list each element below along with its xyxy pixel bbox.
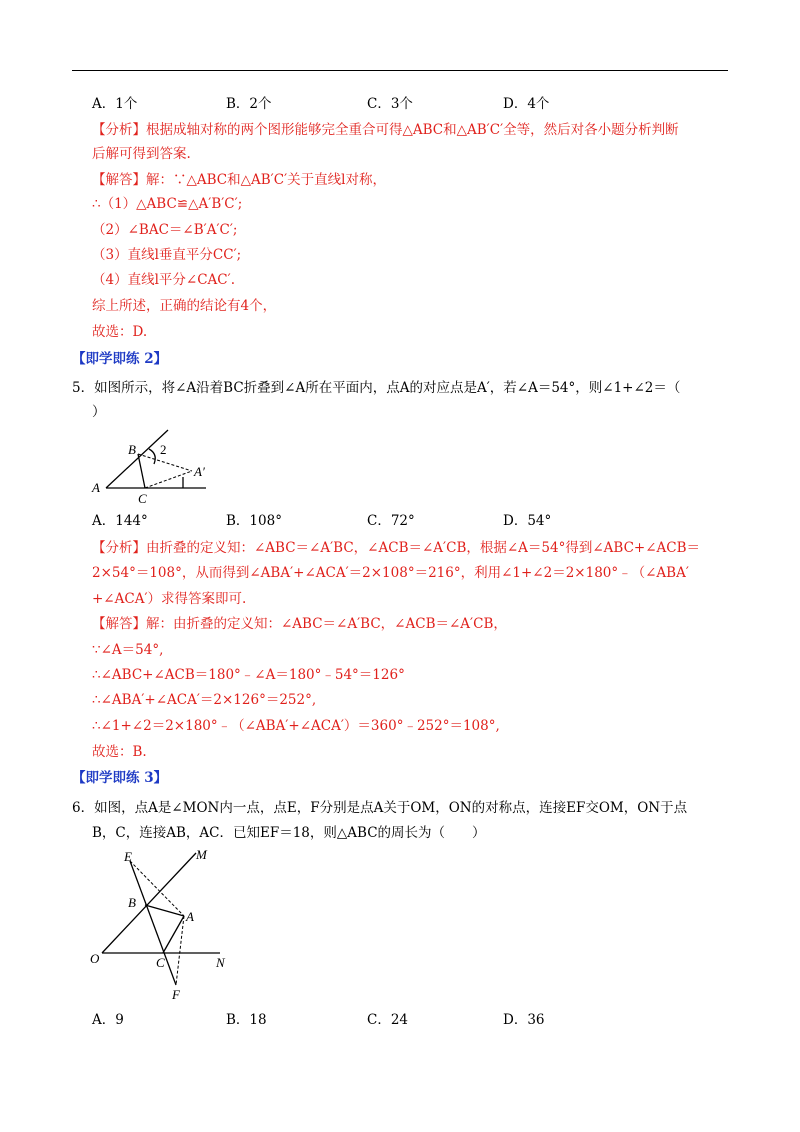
q4-solution-line6: 综上所述，正确的结论有4个， xyxy=(92,298,277,314)
q4-solution-line1: 【解答】解：∵△ABC和△AB′C′关于直线l对称， xyxy=(92,172,386,188)
header-rule xyxy=(72,70,728,71)
q5-stem-line1: 5．如图所示，将∠A沿着BC折叠到∠A所在平面内，点A的对应点是A′，若∠A＝54°，则∠1+∠2＝（ xyxy=(72,380,681,396)
q5-angle2-arc xyxy=(149,449,155,464)
section-title-3: 【即学即练 3】 xyxy=(72,770,168,786)
q5-solution-line4: ∴∠ABA′+∠ACA′＝2×126°＝252°, xyxy=(92,692,317,708)
q5-label-c: C xyxy=(138,491,147,506)
q6-stem-line1: 6．如图，点A是∠MON内一点，点E，F分别是点A关于OM，ON的对称点，连接EF交OM，ON于点 xyxy=(72,800,688,816)
q4-solution-line4: （3）直线l垂直平分CC′; xyxy=(92,247,242,263)
q6-label-o: O xyxy=(90,951,100,966)
q6-label-m: M xyxy=(196,847,207,862)
q6-option-c[interactable]: C．24 xyxy=(367,1012,409,1028)
q6-stem-line2: B，C，连接AB，AC．已知EF＝18，则△ABC的周长为（ ） xyxy=(92,825,486,841)
q5-solution-line1: 【解答】解：由折叠的定义知：∠ABC＝∠A′BC，∠ACB＝∠A′CB， xyxy=(92,616,507,632)
q5-line-bc xyxy=(138,454,145,488)
q6-label-a: A xyxy=(186,909,194,924)
q5-solution-line2: ∵∠A＝54°, xyxy=(92,642,164,658)
q5-line-ab xyxy=(106,430,168,488)
q6-label-n: N xyxy=(216,955,225,970)
q5-label-a: A xyxy=(92,480,100,495)
q5-analysis-line1: 【分析】由折叠的定义知：∠ABC＝∠A′BC，∠ACB＝∠A′CB，根据∠A＝54°得到∠ABC+∠ACB＝ xyxy=(92,540,701,556)
q5-option-c[interactable]: C．72° xyxy=(367,513,415,529)
q4-solution-line7: 故选：D. xyxy=(92,324,148,340)
q5-analysis-line2: 2×54°＝108°，从而得到∠ABA′+∠ACA′＝2×108°＝216°，利用∠1+∠2＝2×180°﹣（∠ABA′ xyxy=(92,565,689,581)
q6-line-ef xyxy=(130,861,176,985)
q5-solution-line3: ∴∠ABC+∠ACB＝180°﹣∠A＝180°﹣54°＝126° xyxy=(92,667,405,683)
q5-label-a-prime: A′ xyxy=(194,464,205,479)
section-title-2: 【即学即练 2】 xyxy=(72,351,168,367)
q4-solution-line5: （4）直线l平分∠CAC′. xyxy=(92,272,235,288)
q6-label-f: F xyxy=(172,987,180,1002)
q6-line-ab xyxy=(145,905,184,916)
q6-label-b: B xyxy=(128,895,136,910)
q4-solution-line3: （2）∠BAC＝∠B′A′C′; xyxy=(92,222,238,238)
q5-stem-line2: ） xyxy=(92,404,106,420)
q6-figure xyxy=(84,845,244,1005)
q5-analysis-line3: +∠ACA′）求得答案即可. xyxy=(92,591,247,607)
q6-label-c: C xyxy=(156,955,165,970)
q5-solution-line6: 故选：B. xyxy=(92,744,147,760)
q6-option-a[interactable]: A．9 xyxy=(92,1012,124,1028)
q4-option-d[interactable]: D．4个 xyxy=(503,96,550,112)
q4-analysis-line1: 【分析】根据成轴对称的两个图形能够完全重合可得△ABC和△AB′C′全等，然后对各小题分析判断 xyxy=(92,122,679,138)
q5-label-2: 2 xyxy=(160,442,167,457)
q5-option-b[interactable]: B．108° xyxy=(226,513,282,529)
q4-analysis-line2: 后解可得到答案. xyxy=(92,146,191,162)
q6-option-d[interactable]: D．36 xyxy=(503,1012,545,1028)
q4-option-c[interactable]: C．3个 xyxy=(367,96,413,112)
q5-figure xyxy=(88,424,218,506)
q4-solution-line2: ∴（1）△ABC≌△A′B′C′; xyxy=(92,196,243,212)
q5-solution-line5: ∴∠1+∠2＝2×180°﹣（∠ABA′+∠ACA′）＝360°﹣252°＝108°, xyxy=(92,718,500,734)
q5-option-d[interactable]: D．54° xyxy=(503,513,552,529)
q4-option-a[interactable]: A．1个 xyxy=(92,96,138,112)
q6-label-e: E xyxy=(124,849,132,864)
q6-line-af xyxy=(176,916,184,985)
q4-option-b[interactable]: B．2个 xyxy=(226,96,272,112)
q5-line-ca-prime xyxy=(145,471,192,488)
q5-option-a[interactable]: A．144° xyxy=(92,513,148,529)
q5-label-b: B xyxy=(128,442,136,457)
q6-option-b[interactable]: B．18 xyxy=(226,1012,267,1028)
